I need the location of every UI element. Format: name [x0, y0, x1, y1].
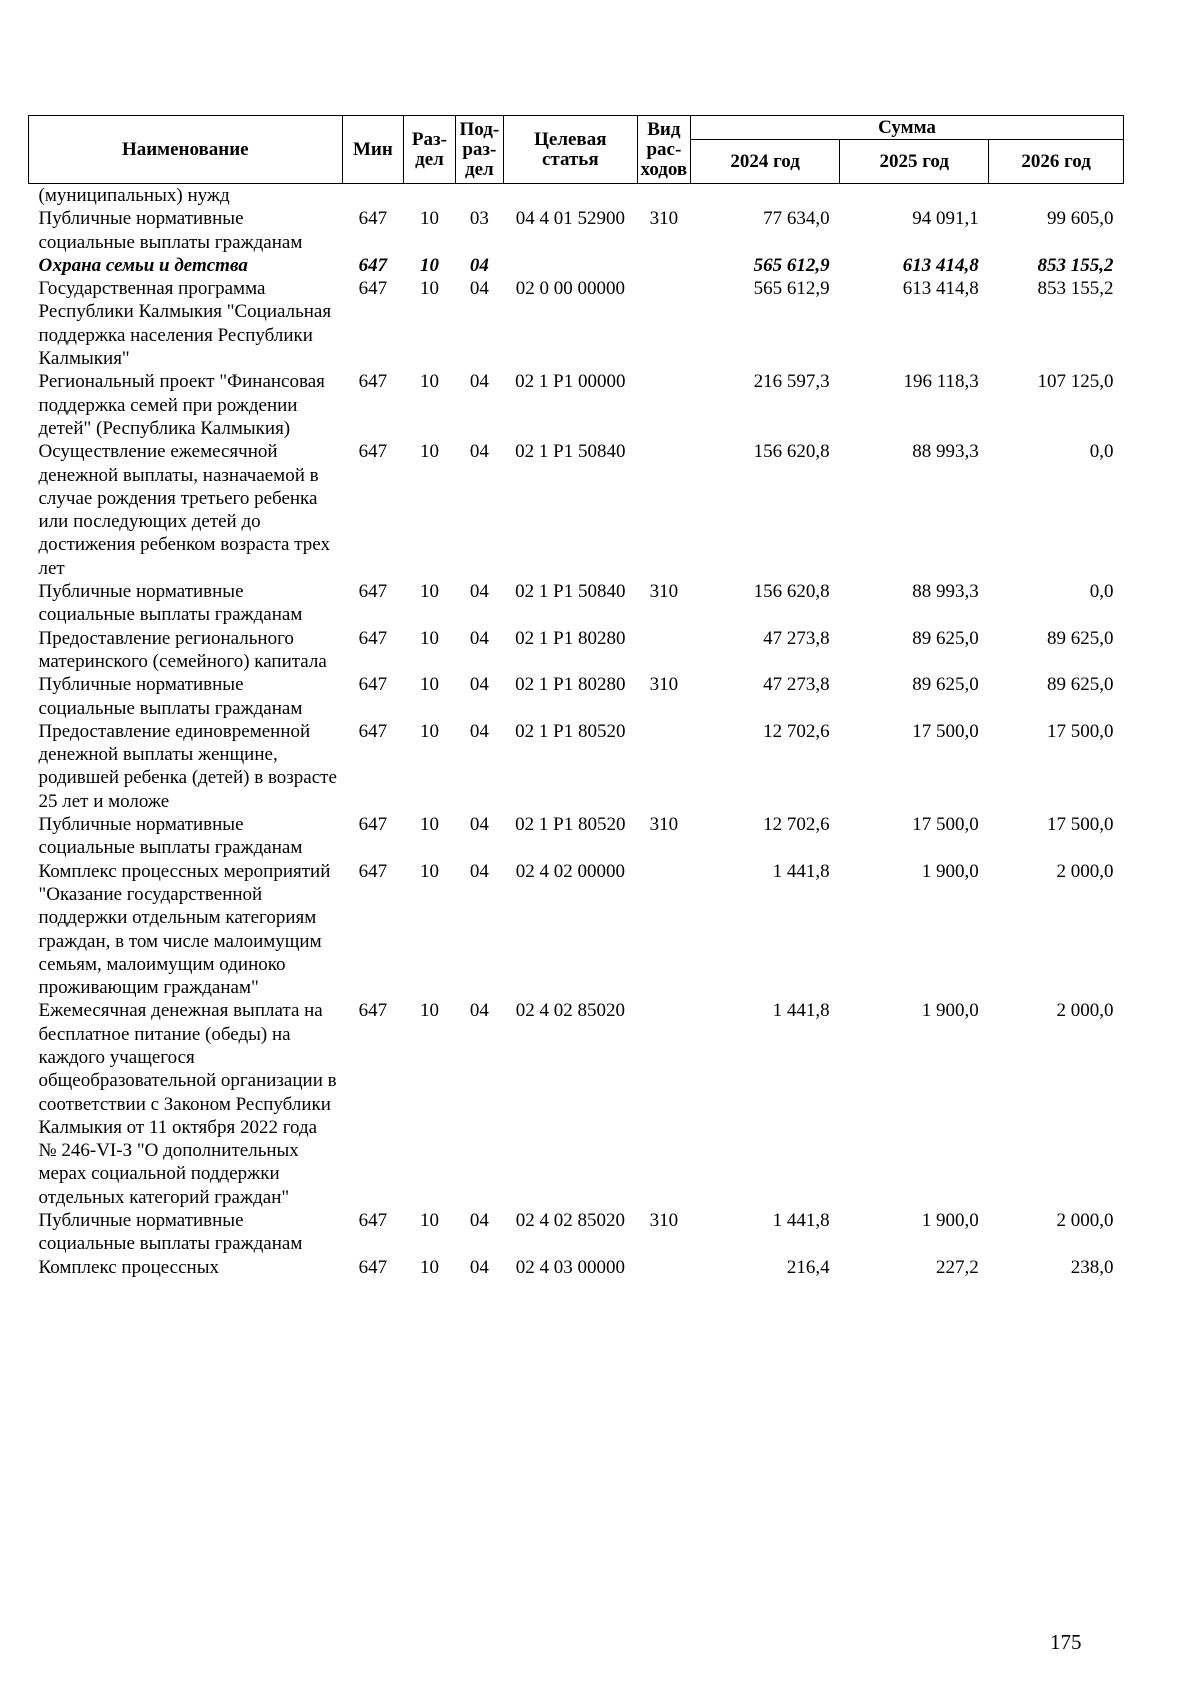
header-target: Целевая статья: [503, 116, 637, 184]
row-name: Охрана семьи и детства: [38, 254, 248, 276]
table-row: [29, 1209, 1124, 1256]
row-sum-2025: 17 500,0: [912, 720, 979, 742]
row-name: (муниципальных) нужд: [38, 185, 230, 206]
row-sum-2026: 17 500,0: [1047, 720, 1114, 742]
row-target: 02 4 02 85020: [515, 1000, 625, 1022]
row-min: 647: [358, 278, 388, 300]
row-sum-2026: 238,0: [1070, 1256, 1114, 1278]
row-sum-2026: 89 625,0: [1047, 674, 1114, 696]
row-sum-2024: 216,4: [786, 1256, 830, 1278]
row-sum-2026: 2 000,0: [1056, 1210, 1114, 1232]
row-sum-2026: 853 155,2: [1037, 254, 1114, 276]
row-name: Публичные нормативные социальные выплаты гражданам: [38, 1210, 303, 1255]
row-min: 647: [358, 860, 388, 882]
row-vid: [637, 370, 690, 440]
row-sum-2026: 89 625,0: [1047, 627, 1114, 649]
row-target: 02 1 Р1 00000: [515, 371, 626, 393]
row-sum-2025: 1 900,0: [921, 1210, 979, 1232]
row-sum-2026: 0,0: [1089, 441, 1114, 463]
row-sum-2026: 853 155,2: [1037, 278, 1114, 300]
row-razdel: 10: [419, 720, 439, 742]
row-podrazdel: 04: [469, 254, 489, 276]
row-razdel: 10: [419, 441, 439, 463]
row-min: 647: [358, 674, 388, 696]
row-min: 647: [358, 208, 388, 230]
row-podrazdel: 04: [469, 441, 489, 463]
table-row: [29, 207, 1124, 254]
row-sum-2026: 107 125,0: [1037, 371, 1114, 393]
row-sum-2025: 196 118,3: [903, 371, 979, 393]
table-row: [29, 277, 1124, 370]
row-razdel: 10: [419, 627, 439, 649]
page-number: 175: [1050, 1630, 1082, 1654]
row-sum-2024: 565 612,9: [753, 254, 830, 276]
row-razdel: 10: [419, 278, 439, 300]
row-sum-2024: 156 620,8: [753, 581, 830, 603]
row-target: [503, 254, 637, 277]
row-vid: 310: [649, 1210, 679, 1232]
row-min: 647: [358, 814, 388, 836]
row-name: Публичные нормативные социальные выплаты гражданам: [38, 208, 303, 253]
row-vid: 310: [649, 208, 679, 230]
row-sum-2025: 613 414,8: [902, 254, 979, 276]
row-podrazdel: [455, 184, 503, 208]
row-min: 647: [358, 1256, 388, 1278]
row-podrazdel: 04: [469, 674, 489, 696]
row-target: 02 1 Р1 50840: [515, 441, 626, 463]
header-2025: 2025 год: [840, 140, 989, 184]
row-vid: [637, 254, 690, 277]
row-razdel: 10: [419, 814, 439, 836]
table-header: [29, 116, 1124, 184]
row-target: 02 1 Р1 50840: [515, 581, 626, 603]
row-target: 02 4 02 00000: [515, 860, 625, 882]
row-podrazdel: 04: [469, 371, 489, 393]
budget-table: [28, 115, 1124, 1279]
header-2024: 2024 год: [691, 140, 840, 184]
row-sum-2026: 2 000,0: [1056, 1000, 1114, 1022]
row-target: 02 0 00 00000: [515, 278, 625, 300]
row-vid: [637, 627, 690, 674]
row-name: Комплекс процессных мероприятий "Оказание государственной поддержки отдельным категориям граждан, в том числе малоимущим семьям, малоимущим одиноко проживающим гражданам": [38, 860, 331, 999]
row-sum-2025: 89 625,0: [912, 627, 979, 649]
header-name: Наименование: [29, 116, 343, 184]
row-target: 02 1 Р1 80520: [515, 814, 626, 836]
table-row: [29, 184, 1124, 208]
table-row: [29, 673, 1124, 720]
row-sum-2024: 156 620,8: [753, 441, 830, 463]
row-name: Предоставление единовременной денежной выплаты женщине, родившей ребенка (детей) в возрасте 25 лет и моложе: [38, 720, 337, 812]
row-sum-2025: 613 414,8: [902, 278, 979, 300]
row-sum-2024: [691, 184, 840, 208]
row-target: 02 1 Р1 80280: [515, 674, 626, 696]
table-row: [29, 813, 1124, 860]
row-vid: 310: [649, 814, 679, 836]
row-vid: [637, 720, 690, 813]
row-name: Ежемесячная денежная выплата на бесплатное питание (обеды) на каждого учащегося общеобразовательной организации в соответствии с Законом Республики Калмыкия от 11 октября 2022 года № 246-VI-З "О дополнительных мерах социальной поддержки отдельных категорий граждан": [38, 1000, 337, 1208]
row-vid: [637, 999, 690, 1209]
row-sum-2026: 2 000,0: [1056, 860, 1114, 882]
row-min: 647: [358, 371, 388, 393]
row-sum-2024: 12 702,6: [763, 720, 830, 742]
row-sum-2024: 565 612,9: [753, 278, 830, 300]
row-sum-2025: 1 900,0: [921, 1000, 979, 1022]
row-min: 647: [358, 1210, 388, 1232]
row-razdel: 10: [419, 860, 439, 882]
row-name: Публичные нормативные социальные выплаты гражданам: [38, 581, 303, 626]
row-name: Комплекс процессных: [38, 1256, 219, 1278]
row-razdel: 10: [419, 254, 439, 276]
table-row: [29, 1256, 1124, 1279]
row-podrazdel: 04: [469, 1000, 489, 1022]
row-razdel: 10: [419, 1000, 439, 1022]
table-body: [29, 184, 1124, 1279]
row-razdel: 10: [419, 1256, 439, 1278]
row-sum-2026: 99 605,0: [1047, 208, 1114, 230]
row-name: Региональный проект "Финансовая поддержка семей при рождении детей" (Республика Калмыкия): [38, 371, 325, 439]
row-vid: [637, 1256, 690, 1279]
row-min: 647: [358, 720, 388, 742]
row-podrazdel: 04: [469, 627, 489, 649]
row-target: 02 1 Р1 80520: [515, 720, 626, 742]
row-podrazdel: 04: [469, 720, 489, 742]
header-razdel: Раз- дел: [404, 116, 455, 184]
row-name: Предоставление регионального материнского (семейного) капитала: [38, 627, 327, 672]
row-razdel: 10: [419, 371, 439, 393]
row-name: Государственная программа Республики Калмыкия "Социальная поддержка населения Республики Калмыкия": [38, 278, 332, 370]
row-podrazdel: 04: [469, 278, 489, 300]
table-row: [29, 254, 1124, 277]
row-sum-2025: 88 993,3: [912, 581, 979, 603]
row-razdel: [404, 184, 455, 208]
table-row: [29, 720, 1124, 813]
header-sum: Сумма: [691, 116, 1124, 140]
row-min: 647: [358, 581, 388, 603]
row-name: Осуществление ежемесячной денежной выплаты, назначаемой в случае рождения третьего ребенка или последующих детей до достижения ребенком возраста трех лет: [38, 441, 330, 579]
row-sum-2024: 1 441,8: [772, 1210, 830, 1232]
row-razdel: 10: [419, 208, 439, 230]
row-sum-2024: 47 273,8: [763, 674, 830, 696]
row-vid: 310: [649, 581, 679, 603]
row-sum-2026: 17 500,0: [1047, 814, 1114, 836]
row-vid: 310: [649, 674, 679, 696]
table-row: [29, 370, 1124, 440]
row-razdel: 10: [419, 674, 439, 696]
row-sum-2024: 1 441,8: [772, 860, 830, 882]
row-podrazdel: 04: [469, 581, 489, 603]
header-podrazdel: Под- раз- дел: [455, 116, 503, 184]
row-sum-2025: 88 993,3: [912, 441, 979, 463]
row-min: 647: [358, 1000, 388, 1022]
row-target: [503, 184, 637, 208]
row-sum-2025: 17 500,0: [912, 814, 979, 836]
row-vid: [637, 277, 690, 370]
row-target: 02 1 Р1 80280: [515, 627, 626, 649]
row-podrazdel: 04: [469, 860, 489, 882]
row-vid: [637, 860, 690, 1000]
header-vid: Вид рас- ходов: [637, 116, 690, 184]
row-min: 647: [358, 441, 388, 463]
row-sum-2024: 12 702,6: [763, 814, 830, 836]
header-2026: 2026 год: [989, 140, 1124, 184]
row-sum-2025: [840, 184, 989, 208]
row-sum-2024: 216 597,3: [753, 371, 830, 393]
row-name: Публичные нормативные социальные выплаты гражданам: [38, 674, 303, 719]
row-target: 02 4 02 85020: [515, 1210, 625, 1232]
row-min: 647: [358, 627, 388, 649]
row-vid: [637, 184, 690, 208]
row-target: 04 4 01 52900: [515, 208, 625, 230]
row-razdel: 10: [419, 581, 439, 603]
row-min: [342, 184, 404, 208]
row-sum-2025: 1 900,0: [921, 860, 979, 882]
row-razdel: 10: [419, 1210, 439, 1232]
row-podrazdel: 03: [469, 208, 489, 230]
row-sum-2025: 227,2: [936, 1256, 979, 1278]
row-min: 647: [358, 254, 388, 276]
table-row: [29, 627, 1124, 674]
header-min: Мин: [342, 116, 404, 184]
row-sum-2024: 47 273,8: [763, 627, 830, 649]
row-sum-2026: [989, 184, 1124, 208]
row-name: Публичные нормативные социальные выплаты гражданам: [38, 814, 303, 859]
table-row: [29, 860, 1124, 1000]
table-row: [29, 999, 1124, 1209]
row-sum-2026: 0,0: [1089, 581, 1114, 603]
table-row: [29, 440, 1124, 580]
row-podrazdel: 04: [469, 814, 489, 836]
row-sum-2024: 77 634,0: [763, 208, 830, 230]
row-podrazdel: 04: [469, 1210, 489, 1232]
row-sum-2024: 1 441,8: [772, 1000, 830, 1022]
row-target: 02 4 03 00000: [515, 1256, 625, 1278]
row-sum-2025: 94 091,1: [912, 208, 979, 230]
row-vid: [637, 440, 690, 580]
table-row: [29, 580, 1124, 627]
row-sum-2025: 89 625,0: [912, 674, 979, 696]
row-podrazdel: 04: [469, 1256, 489, 1278]
